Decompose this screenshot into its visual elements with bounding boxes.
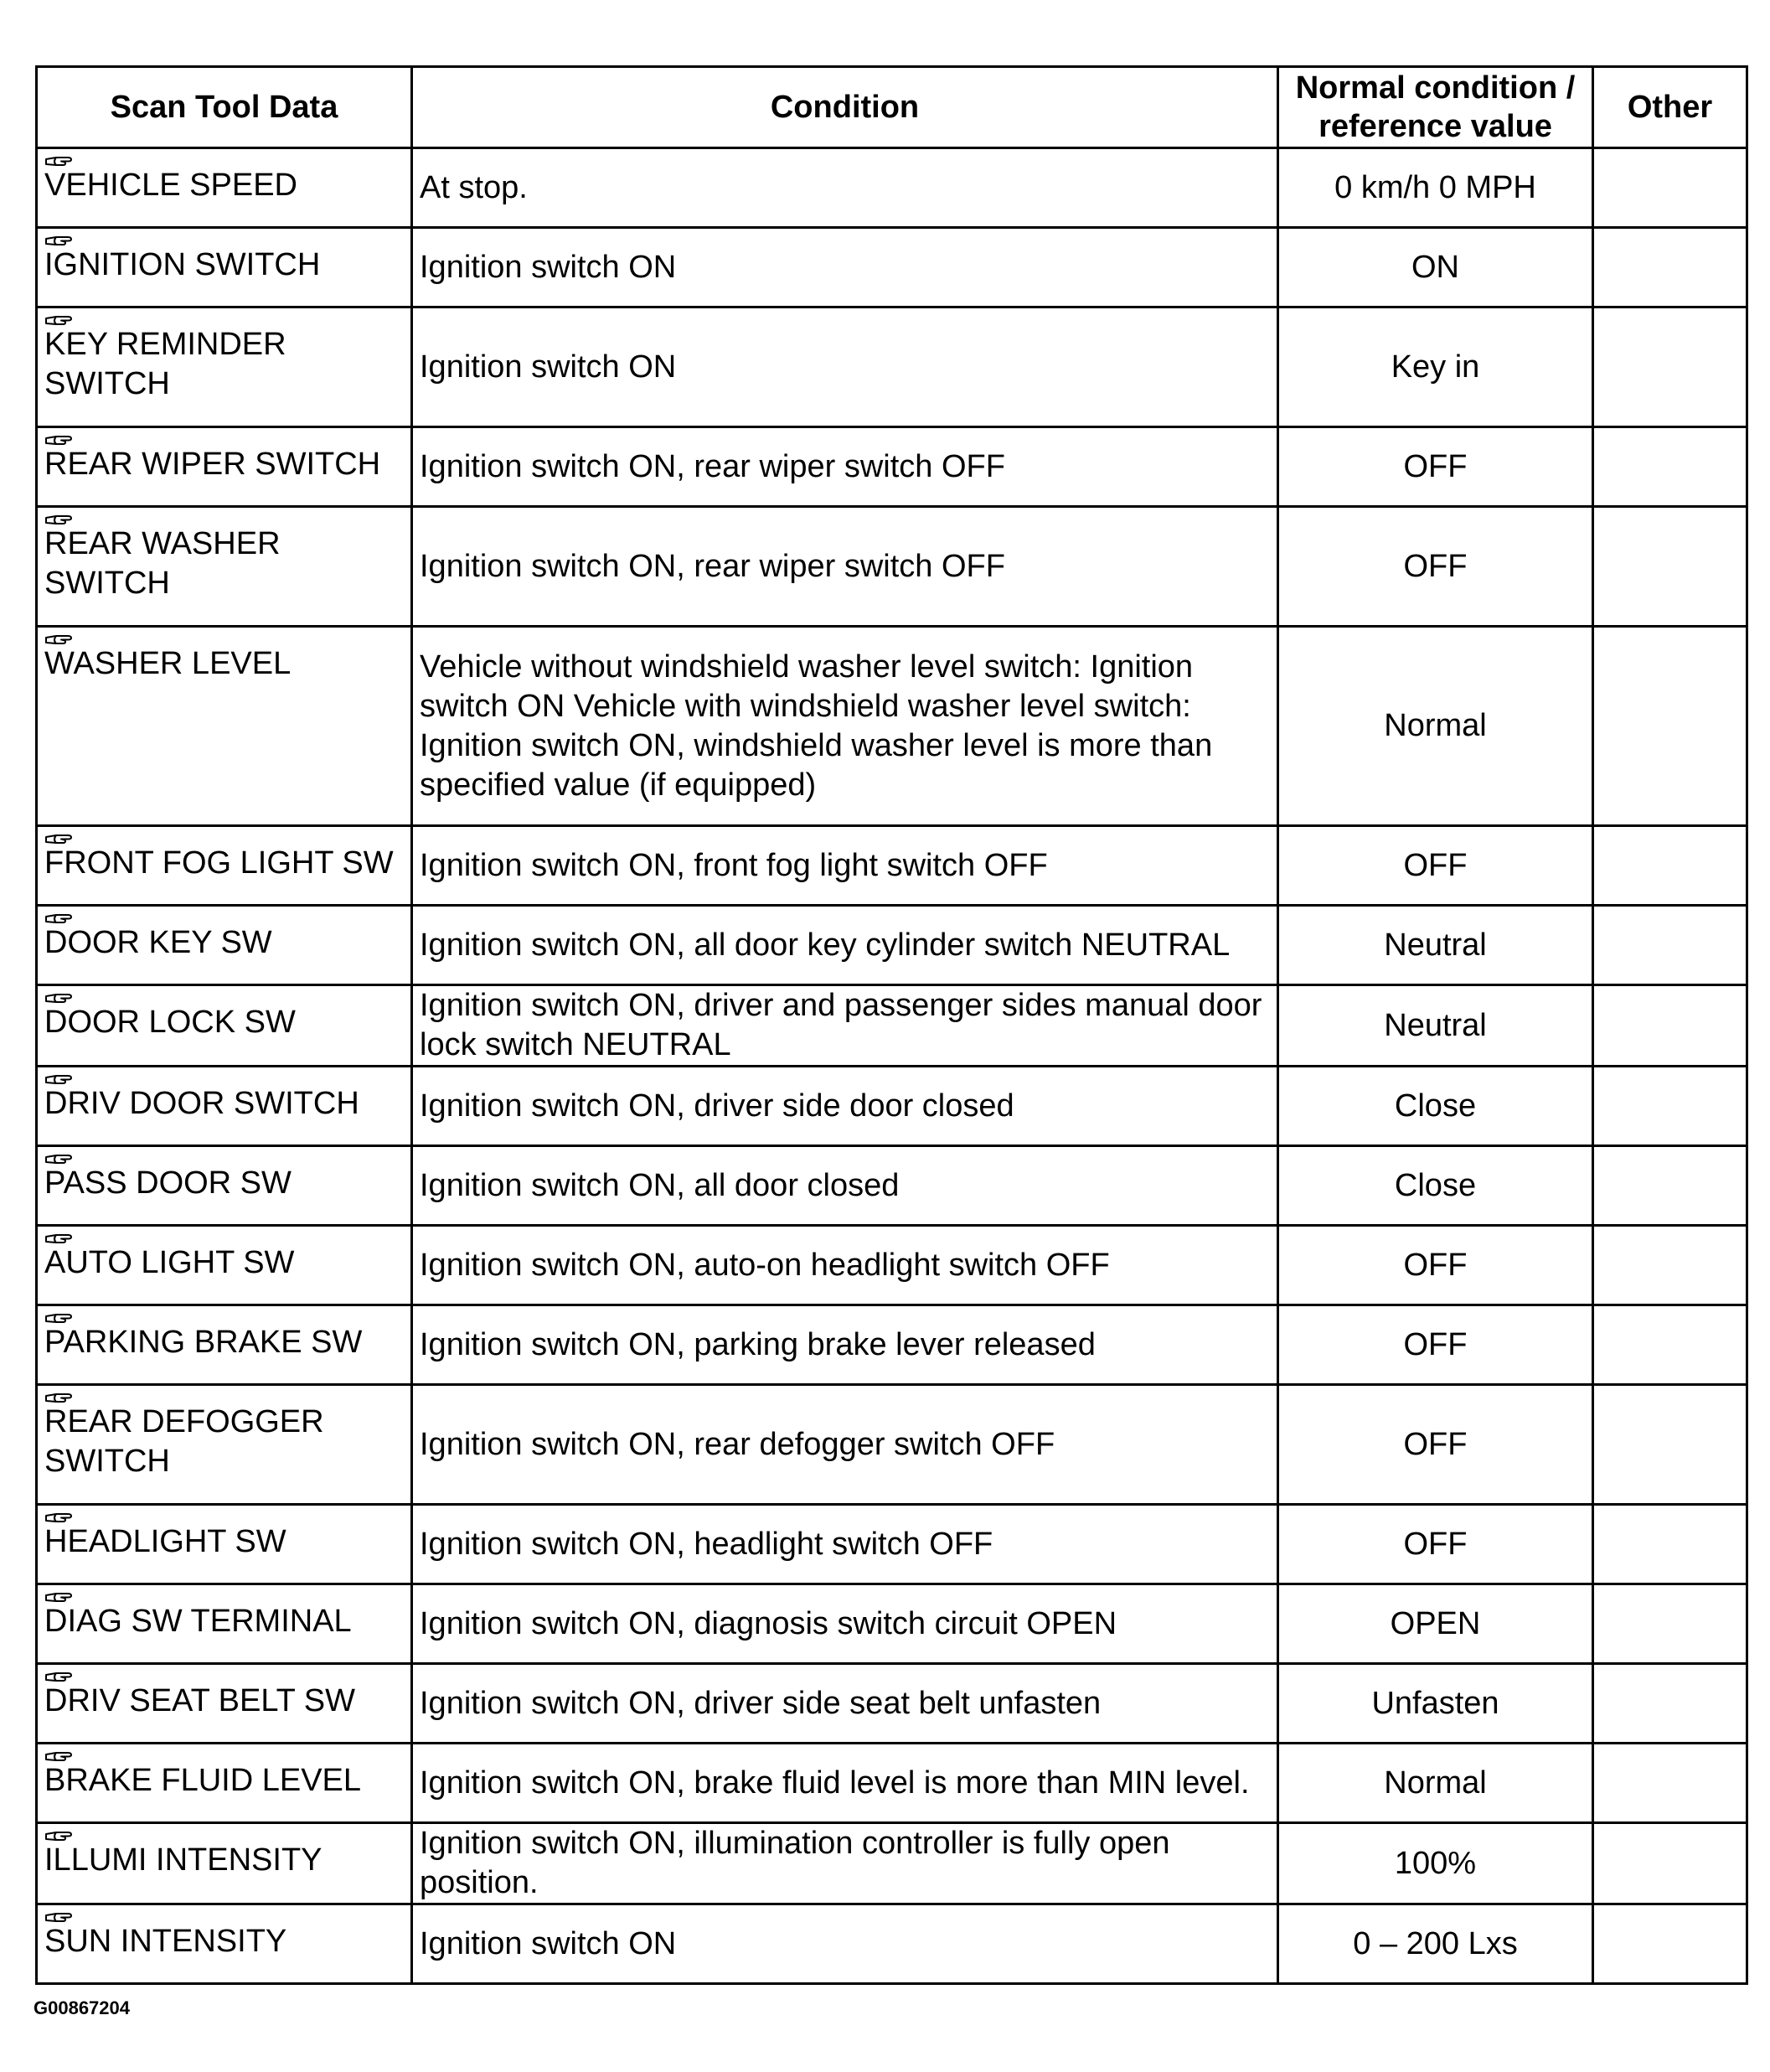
cell-condition: Ignition switch ON, all door closed <box>412 1146 1278 1226</box>
scan-item-name: REAR WIPER SWITCH <box>44 447 381 482</box>
table-row <box>37 1744 1747 1823</box>
cell-scan-tool-item <box>37 826 412 906</box>
cell-other <box>1593 1823 1747 1904</box>
cell-normal-value: Unfasten <box>1278 1664 1593 1744</box>
cell-condition: Ignition switch ON <box>412 307 1278 427</box>
table-row <box>37 1146 1747 1226</box>
cell-other <box>1593 1744 1747 1823</box>
cell-scan-tool-item <box>37 1505 412 1584</box>
cell-condition: Ignition switch ON, auto-on headlight switch OFF <box>412 1226 1278 1305</box>
cell-condition: Ignition switch ON, all door key cylinder switch NEUTRAL <box>412 906 1278 985</box>
cell-normal-value: Close <box>1278 1067 1593 1146</box>
cell-condition: Ignition switch ON, illumination controller is fully open position. <box>412 1823 1278 1904</box>
cell-normal-value: 0 km/h 0 MPH <box>1278 148 1593 228</box>
cell-scan-tool-item <box>37 1584 412 1664</box>
cell-normal-value: OFF <box>1278 1305 1593 1385</box>
cell-scan-tool-item <box>37 906 412 985</box>
cell-other <box>1593 507 1747 627</box>
cell-condition: Ignition switch ON <box>412 1904 1278 1984</box>
cell-condition: Ignition switch ON, rear wiper switch OFF <box>412 507 1278 627</box>
scan-item-name: WASHER LEVEL <box>44 646 292 681</box>
cell-scan-tool-item <box>37 507 412 627</box>
cell-scan-tool-item <box>37 148 412 228</box>
cell-normal-value: OFF <box>1278 826 1593 906</box>
scan-item-name: DIAG SW TERMINAL <box>44 1604 352 1639</box>
cell-normal-value: OFF <box>1278 1385 1593 1505</box>
scan-item-name: FRONT FOG LIGHT SW <box>44 845 394 881</box>
cell-normal-value: Normal <box>1278 627 1593 826</box>
cell-normal-value: OFF <box>1278 507 1593 627</box>
cell-condition: Ignition switch ON, rear defogger switch OFF <box>412 1385 1278 1505</box>
scan-item-name: BRAKE FLUID LEVEL <box>44 1763 362 1798</box>
cell-scan-tool-item <box>37 1385 412 1505</box>
scan-item-name: SUN INTENSITY <box>44 1924 287 1959</box>
cell-condition: Ignition switch ON <box>412 228 1278 307</box>
table-row <box>37 228 1747 307</box>
scan-item-name: DRIV DOOR SWITCH <box>44 1086 359 1121</box>
table-row <box>37 1664 1747 1744</box>
scan-item-name: ILLUMI INTENSITY <box>44 1842 323 1878</box>
cell-other <box>1593 307 1747 427</box>
cell-scan-tool-item <box>37 1664 412 1744</box>
cell-condition: Ignition switch ON, front fog light switch OFF <box>412 826 1278 906</box>
cell-other <box>1593 1305 1747 1385</box>
cell-scan-tool-item <box>37 1146 412 1226</box>
cell-scan-tool-item <box>37 1744 412 1823</box>
cell-other <box>1593 1385 1747 1505</box>
table-row <box>37 1226 1747 1305</box>
table-row <box>37 1067 1747 1146</box>
scan-item-name: DOOR LOCK SW <box>44 1005 296 1040</box>
cell-other <box>1593 1584 1747 1664</box>
cell-condition: At stop. <box>412 148 1278 228</box>
cell-other <box>1593 1904 1747 1984</box>
cell-normal-value: Normal <box>1278 1744 1593 1823</box>
header-other: Other <box>1593 67 1747 148</box>
table-row <box>37 1305 1747 1385</box>
cell-condition: Ignition switch ON, diagnosis switch circuit OPEN <box>412 1584 1278 1664</box>
header-scan-tool-data: Scan Tool Data <box>37 67 412 148</box>
header-condition: Condition <box>412 67 1278 148</box>
scan-item-name: KEY REMINDER SWITCH <box>44 327 286 401</box>
header-normal-value: Normal condition / reference value <box>1278 67 1593 148</box>
cell-scan-tool-item <box>37 1226 412 1305</box>
cell-scan-tool-item <box>37 627 412 826</box>
table-row <box>37 826 1747 906</box>
scan-item-name: DOOR KEY SW <box>44 925 272 960</box>
cell-scan-tool-item <box>37 307 412 427</box>
cell-normal-value: OFF <box>1278 1226 1593 1305</box>
scan-item-name: REAR DEFOGGER SWITCH <box>44 1404 324 1479</box>
cell-other <box>1593 1226 1747 1305</box>
cell-condition: Ignition switch ON, brake fluid level is more than MIN level. <box>412 1744 1278 1823</box>
scan-item-name: AUTO LIGHT SW <box>44 1245 295 1280</box>
cell-other <box>1593 1146 1747 1226</box>
scan-item-name: REAR WASHER SWITCH <box>44 526 281 601</box>
cell-normal-value: OFF <box>1278 427 1593 507</box>
table-row <box>37 627 1747 826</box>
cell-other <box>1593 826 1747 906</box>
cell-scan-tool-item <box>37 985 412 1067</box>
scan-item-name: VEHICLE SPEED <box>44 168 297 203</box>
cell-other <box>1593 627 1747 826</box>
cell-scan-tool-item <box>37 1904 412 1984</box>
cell-normal-value: 100% <box>1278 1823 1593 1904</box>
cell-other <box>1593 906 1747 985</box>
table-row <box>37 1823 1747 1904</box>
cell-other <box>1593 148 1747 228</box>
table-row <box>37 507 1747 627</box>
table-row <box>37 427 1747 507</box>
scan-item-name: IGNITION SWITCH <box>44 247 321 282</box>
table-row <box>37 1505 1747 1584</box>
scan-item-name: PARKING BRAKE SW <box>44 1325 363 1360</box>
cell-normal-value: OFF <box>1278 1505 1593 1584</box>
cell-normal-value: Close <box>1278 1146 1593 1226</box>
cell-condition: Ignition switch ON, headlight switch OFF <box>412 1505 1278 1584</box>
scan-item-name: HEADLIGHT SW <box>44 1524 286 1559</box>
table-body <box>37 148 1747 1984</box>
scan-item-name: PASS DOOR SW <box>44 1165 292 1201</box>
table-row <box>37 985 1747 1067</box>
figure-code: G00867204 <box>34 1997 130 2018</box>
cell-condition: Ignition switch ON, driver side door closed <box>412 1067 1278 1146</box>
cell-scan-tool-item <box>37 1067 412 1146</box>
table-header-row <box>37 67 1747 148</box>
table-row <box>37 906 1747 985</box>
cell-normal-value: ON <box>1278 228 1593 307</box>
table-row <box>37 307 1747 427</box>
scan-tool-data-table <box>35 65 1748 1985</box>
cell-normal-value: Neutral <box>1278 985 1593 1067</box>
cell-condition: Vehicle without windshield washer level switch: Ignition switch ON Vehicle with windshield washer level switch: Ignition switch ON, windshield washer level is more than specified value (if equipped) <box>412 627 1278 826</box>
cell-scan-tool-item <box>37 228 412 307</box>
cell-normal-value: OPEN <box>1278 1584 1593 1664</box>
table-row <box>37 1904 1747 1984</box>
table-row <box>37 1584 1747 1664</box>
cell-scan-tool-item <box>37 1823 412 1904</box>
cell-other <box>1593 1505 1747 1584</box>
table-row <box>37 148 1747 228</box>
scan-item-name: DRIV SEAT BELT SW <box>44 1683 355 1718</box>
cell-normal-value: Key in <box>1278 307 1593 427</box>
cell-normal-value: Neutral <box>1278 906 1593 985</box>
cell-other <box>1593 228 1747 307</box>
cell-scan-tool-item <box>37 1305 412 1385</box>
cell-scan-tool-item <box>37 427 412 507</box>
cell-condition: Ignition switch ON, rear wiper switch OFF <box>412 427 1278 507</box>
table-row <box>37 1385 1747 1505</box>
cell-other <box>1593 1067 1747 1146</box>
cell-condition: Ignition switch ON, driver side seat belt unfasten <box>412 1664 1278 1744</box>
cell-condition: Ignition switch ON, driver and passenger sides manual door lock switch NEUTRAL <box>412 985 1278 1067</box>
cell-other <box>1593 427 1747 507</box>
cell-other <box>1593 985 1747 1067</box>
cell-other <box>1593 1664 1747 1744</box>
cell-normal-value: 0 – 200 Lxs <box>1278 1904 1593 1984</box>
cell-condition: Ignition switch ON, parking brake lever released <box>412 1305 1278 1385</box>
